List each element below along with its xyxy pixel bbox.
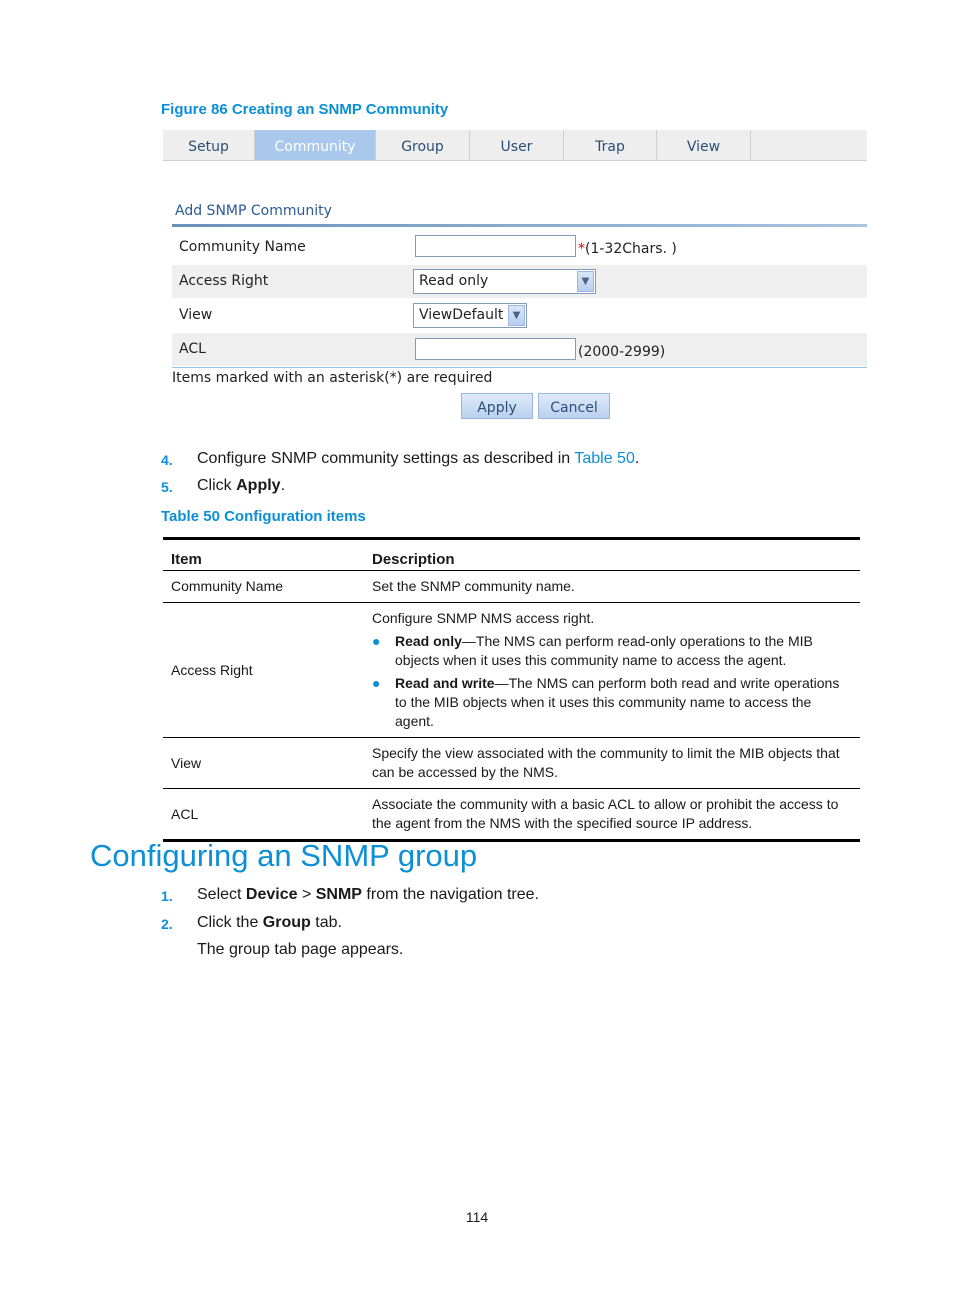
bullet-icon: ● <box>372 633 381 649</box>
tab-group[interactable]: Group <box>376 130 470 160</box>
header-description: Description <box>364 539 860 571</box>
table-row <box>163 738 860 789</box>
table-row <box>163 603 860 738</box>
access-right-label: Access Right <box>179 273 269 289</box>
step-number: 4. <box>161 452 173 468</box>
bullet-text: —The NMS can perform read-only operations to the MIB objects when it uses this community name to access the agent. <box>395 633 813 668</box>
description-text: Configure SNMP NMS access right. <box>372 610 595 626</box>
community-name-input[interactable] <box>415 235 576 257</box>
view-label: View <box>179 307 213 323</box>
access-right-selected: Read only <box>419 273 489 289</box>
acl-hint: (2000-2999) <box>578 344 666 360</box>
step-text: Click <box>197 477 237 494</box>
step-text-end: . <box>280 477 286 494</box>
view-select[interactable] <box>413 303 527 328</box>
chevron-down-icon[interactable]: ▼ <box>577 271 594 292</box>
step-bold: Device <box>245 886 298 903</box>
bullet-item <box>372 674 852 731</box>
step-bold: Group <box>262 914 311 931</box>
tab-bar <box>163 130 867 161</box>
cell-item: View <box>163 738 364 789</box>
step-number: 2. <box>161 916 173 932</box>
step-bold: Apply <box>236 477 281 494</box>
community-name-label: Community Name <box>179 239 306 255</box>
section-heading: Configuring an SNMP group <box>90 838 478 873</box>
form-row-acl <box>172 333 867 366</box>
step-bold: SNMP <box>315 886 362 903</box>
step-text: Click the <box>197 914 263 931</box>
table-row <box>163 571 860 603</box>
bullet-item <box>372 632 852 670</box>
form-row-access-right <box>172 265 867 298</box>
step-text: Configure SNMP community settings as described in <box>197 450 575 467</box>
step-text: > <box>297 886 316 903</box>
bullet-icon: ● <box>372 675 381 691</box>
cell-description: Specify the view associated with the community to limit the MIB objects that can be accessed by the NMS. <box>364 738 860 789</box>
form-bottom-divider <box>172 367 867 368</box>
bullet-text: —The NMS can perform both read and write operations to the MIB objects when it uses this community name to access the agent. <box>395 675 840 729</box>
community-name-hint: (1-32Chars. ) <box>585 241 677 257</box>
cell-item: Access Right <box>163 603 364 738</box>
tab-trap[interactable]: Trap <box>564 130 657 160</box>
apply-button[interactable]: Apply <box>461 393 533 419</box>
figure-caption: Figure 86 Creating an SNMP Community <box>161 101 449 118</box>
step-4 <box>161 450 640 468</box>
required-note: Items marked with an asterisk(*) are required <box>172 370 493 386</box>
header-item: Item <box>163 539 364 571</box>
step-text: from the navigation tree. <box>361 886 539 903</box>
tab-setup[interactable]: Setup <box>163 130 255 160</box>
tab-view[interactable]: View <box>657 130 751 160</box>
table-row <box>163 789 860 841</box>
cell-description <box>364 603 860 738</box>
form-row-community-name <box>172 231 867 264</box>
step-number: 5. <box>161 479 173 495</box>
tab-community[interactable]: Community <box>255 130 376 160</box>
form-title: Add SNMP Community <box>175 203 332 219</box>
step-5 <box>161 477 286 495</box>
config-table <box>163 537 860 842</box>
chevron-down-icon[interactable]: ▼ <box>508 305 525 326</box>
step-2 <box>161 914 342 932</box>
page-number: 114 <box>465 1209 489 1225</box>
cell-description: Set the SNMP community name. <box>364 571 860 603</box>
step-text: tab. <box>310 914 342 931</box>
bullet-term: Read and write <box>395 675 495 691</box>
bullet-term: Read only <box>395 633 462 649</box>
acl-label: ACL <box>179 341 206 357</box>
access-right-select[interactable] <box>413 269 596 294</box>
step-text-end: . <box>634 450 640 467</box>
cell-description: Associate the community with a basic ACL to allow or prohibit the access to the agent from the NMS with the specified source IP address. <box>364 789 860 841</box>
required-asterisk: * <box>578 241 585 257</box>
cell-item: Community Name <box>163 571 364 603</box>
view-selected: ViewDefault <box>419 307 504 323</box>
step-1 <box>161 886 539 904</box>
step-note: The group tab page appears. <box>197 941 404 958</box>
tab-user[interactable]: User <box>470 130 564 160</box>
step-text: Select <box>197 886 246 903</box>
cancel-button[interactable]: Cancel <box>538 393 610 419</box>
table-50-link[interactable]: Table 50 <box>574 450 635 467</box>
step-number: 1. <box>161 888 173 904</box>
form-title-divider <box>172 224 867 227</box>
table-caption: Table 50 Configuration items <box>161 508 366 525</box>
cell-item: ACL <box>163 789 364 841</box>
acl-input[interactable] <box>415 338 576 360</box>
table-header-row <box>163 539 860 571</box>
form-row-view <box>172 299 867 332</box>
